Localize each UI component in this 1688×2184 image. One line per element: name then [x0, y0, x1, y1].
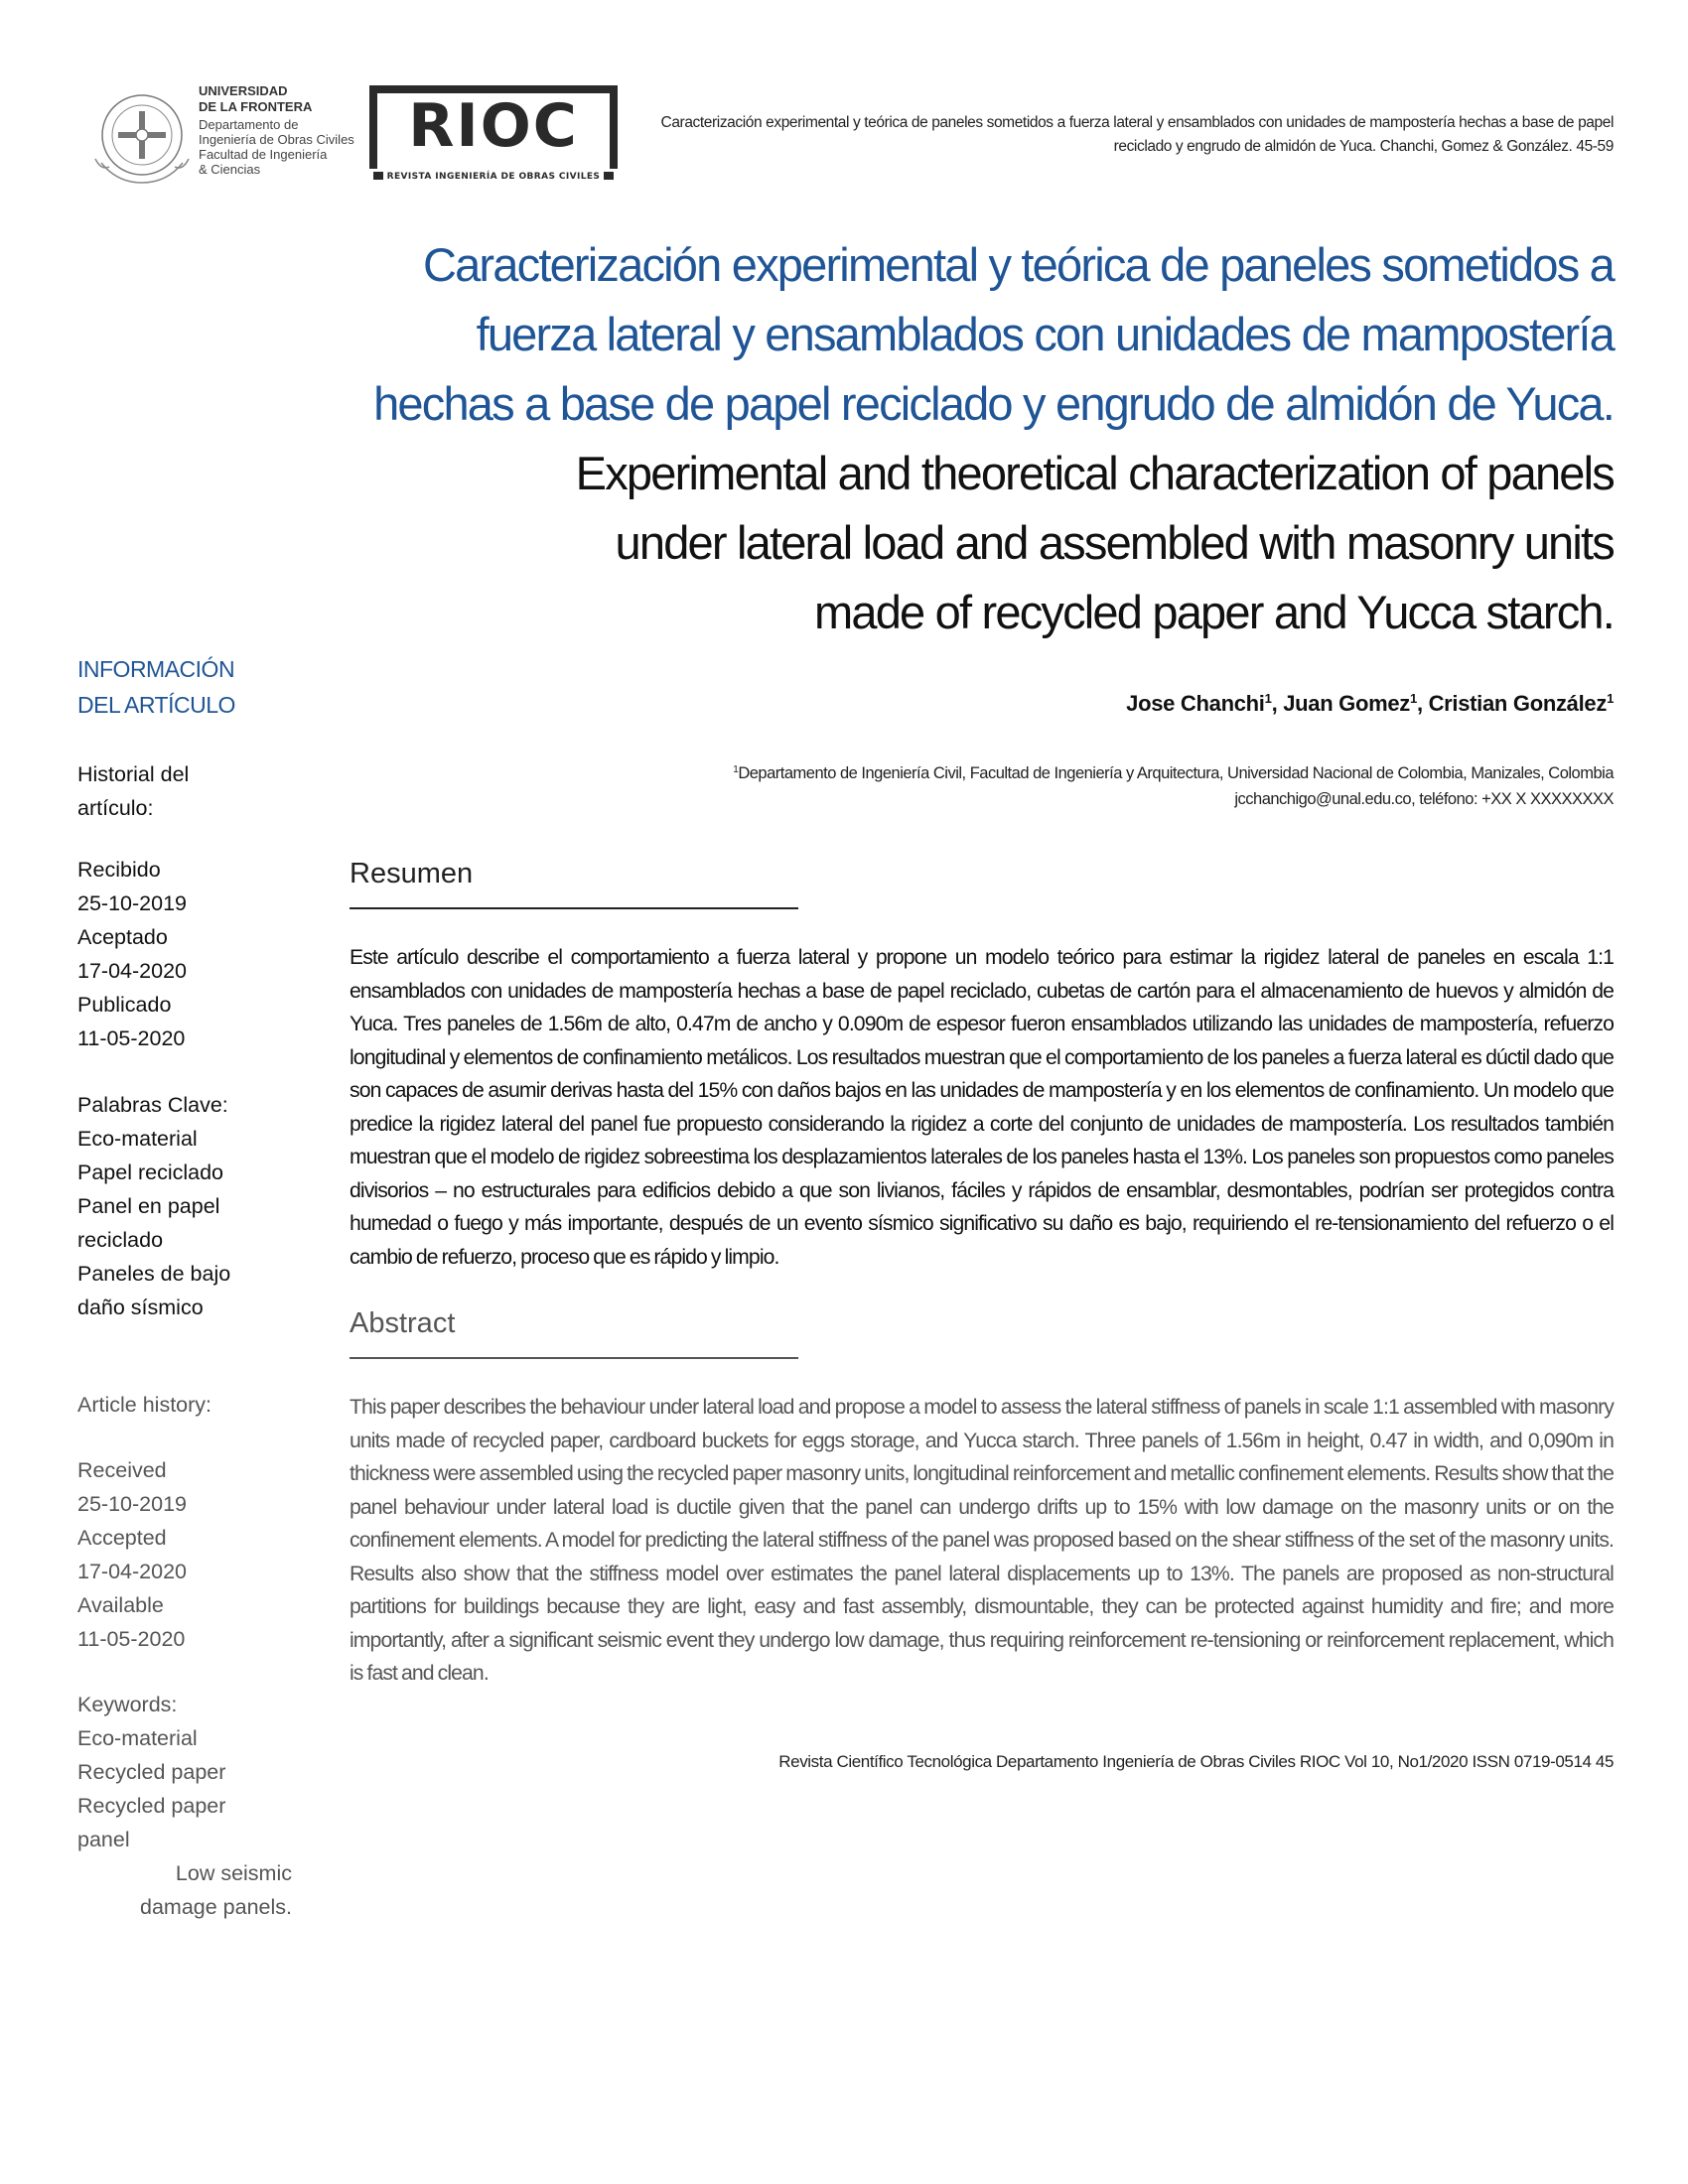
department-line: Departamento de — [199, 117, 299, 132]
history-date: 11-05-2020 — [77, 1627, 186, 1651]
history-item: Accepted — [77, 1526, 167, 1550]
history-item: Received — [77, 1458, 167, 1482]
page-footer: Revista Científico Tecnológica Departamento Ingeniería de Obras Civiles RIOC Vol 10, No1/2020 ISSN 0719-0514 45 — [778, 1751, 1614, 1771]
keyword: panel — [77, 1828, 130, 1851]
title-line: hechas a base de papel reciclado y engrudo de almidón de Yuca. — [373, 377, 1614, 430]
affiliation-mark: 1 — [733, 764, 739, 775]
keyword: Low seismic — [175, 1861, 292, 1885]
article-info-heading — [77, 651, 316, 723]
label-line: Article history: — [77, 1393, 212, 1417]
journal-tagline-text: REVISTA INGENIERÍA DE OBRAS CIVILES — [386, 172, 601, 182]
keyword: Papel reciclado — [77, 1160, 224, 1184]
history-date: 11-05-2020 — [77, 1026, 186, 1050]
department-line: Ingeniería de Obras Civiles — [199, 132, 354, 147]
journal-logo — [369, 85, 618, 185]
keywords-label: Palabras Clave: — [77, 1093, 228, 1117]
title-line: made of recycled paper and Yucca starch. — [814, 586, 1614, 638]
title-spanish — [164, 230, 1614, 439]
main-column — [350, 854, 1614, 1774]
title-english — [164, 439, 1614, 647]
title-line: Experimental and theoretical characterization of panels — [575, 447, 1614, 499]
author-separator: , — [1416, 691, 1429, 716]
article-history-dates — [77, 1453, 306, 1656]
heading-line: INFORMACIÓN — [77, 656, 235, 682]
label-line: Historial del — [77, 762, 190, 786]
history-date: 17-04-2020 — [77, 1560, 187, 1583]
affiliation-mark: 1 — [1607, 691, 1614, 706]
history-item: Recibido — [77, 858, 161, 882]
keyword: Eco-material — [77, 1127, 198, 1151]
keywords-label: Keywords: — [77, 1693, 178, 1716]
department-line: & Ciencias — [199, 162, 261, 177]
history-item: Aceptado — [77, 925, 168, 949]
title-line: under lateral load and assembled with masonry units — [615, 516, 1614, 569]
keyword: Recycled paper — [77, 1760, 226, 1784]
affiliation-mark: 1 — [1264, 691, 1272, 706]
historial-label — [77, 757, 306, 825]
author-separator: , — [1271, 691, 1284, 716]
university-name-line: UNIVERSIDAD — [199, 83, 288, 98]
keyword: reciclado — [77, 1228, 164, 1252]
heading-line: DEL ARTÍCULO — [77, 692, 235, 718]
history-item: Publicado — [77, 993, 172, 1017]
abstract-heading: Abstract — [350, 1303, 798, 1359]
palabras-clave — [77, 1088, 306, 1324]
affiliation-line — [362, 760, 1614, 786]
keyword: daño sísmico — [77, 1296, 204, 1319]
keyword: Eco-material — [77, 1726, 198, 1750]
author-name: Juan Gomez — [1283, 691, 1410, 716]
title-line: Caracterización experimental y teórica de paneles sometidos a — [422, 238, 1614, 291]
running-head: Caracterización experimental y teórica de paneles sometidos a fuerza lateral y ensamblados con unidades de mampostería hechas a base de papel reciclado y engrudo de almidón de Yuca. Chanchi, Gomez & González. 45-59 — [660, 114, 1614, 155]
university-name-line: DE LA FRONTERA — [199, 99, 313, 114]
resumen-heading: Resumen — [350, 854, 798, 909]
history-date: 25-10-2019 — [77, 891, 187, 915]
university-seal-icon — [87, 85, 197, 195]
history-date: 17-04-2020 — [77, 959, 187, 983]
resumen-text: Este artículo describe el comportamiento a fuerza lateral y propone un modelo teórico para estimar la rigidez lateral de paneles en escala 1:1 ensamblados con unidades de mampostería hechas a base de papel reciclado, cubetas de cartón para el almacenamiento de huevos y almidón de Yuca. Tres paneles de 1.56m de alto, 0.47m de ancho y 0.090m de espesor fueron ensamblados utilizando las unidades de mampostería, refuerzo longitudinal y elementos de confinamiento metálicos. Los resultados muestran que el comportamiento de los paneles a fuerza lateral es dúctil dado que son capaces de asumir derivas hasta del 15% con daños bajos en las unidades de mampostería y en los elementos de confinamiento. Un modelo que predice la rigidez lateral del panel fue propuesto considerando la rigidez a corte del conjunto de unidades de mampostería. Los resultados también muestran que el modelo de rigidez sobreestima los desplazamientos laterales de los paneles hasta el 13%. Los paneles son propuestos como paneles divisorios – no estructurales para edificios debido a que son livianos, fáciles y rápidos de ensamblar, desmontables, podrían ser protegidos contra humedad o fuego y más importante, después de un evento sísmico significativo su daño es bajo, requiriendo el re-tensionamiento del refuerzo o el cambio de refuerzo, proceso que es rápido y limpio. — [350, 946, 1614, 1269]
keywords — [77, 1688, 292, 1924]
department-line: Facultad de Ingeniería — [199, 147, 328, 162]
author-name: Cristian González — [1428, 691, 1608, 716]
keyword: Paneles de bajo — [77, 1262, 231, 1286]
affiliation-text: Departamento de Ingeniería Civil, Facultad de Ingeniería y Arquitectura, Universidad Nacional de Colombia, Manizales, Colombia — [738, 764, 1614, 782]
author-list — [1126, 689, 1614, 719]
article-history-label — [77, 1388, 306, 1422]
author-name: Jose Chanchi — [1126, 691, 1265, 716]
university-logo-text — [199, 83, 365, 177]
keyword: Recycled paper — [77, 1794, 226, 1818]
history-date: 25-10-2019 — [77, 1492, 187, 1516]
affiliation-mark: 1 — [1410, 691, 1417, 706]
keyword: damage panels. — [140, 1895, 292, 1919]
affiliation-block — [362, 760, 1614, 812]
historial-dates — [77, 853, 306, 1055]
abstract-text: This paper describes the behaviour under lateral load and propose a model to assess the lateral stiffness of panels in scale 1:1 assembled with masonry units made of recycled paper, cardboard buckets for eggs storage, and Yucca starch. Three panels of 1.56m in height, 0.47 in width, and 0,090m in thickness were assembled using the recycled paper masonry units, longitudinal reinforcement and metallic confinement elements. Results show that the panel behaviour under lateral load is ductile given that the panel can undergo drifts up to 15% with low damage on the masonry units or on the confinement elements. A model for predicting the lateral stiffness of the panel was proposed based on the shear stiffness of the set of the masonry units. Results also show that the stiffness model over estimates the panel lateral displacements up to 13%. The panels are proposed as non-structural partitions for buildings because they are light, easy and fast assembly, dismountable, they can be protected against humidity and fire; and more importantly, after a significant seismic event they undergo low damage, thus requiring reinforcement re-tensioning or reinforcement replacement, which is fast and clean. — [350, 1396, 1614, 1685]
title-line: fuerza lateral y ensamblados con unidades de mampostería — [476, 308, 1614, 360]
keyword: Panel en papel — [77, 1194, 220, 1218]
university-seal-graphic — [87, 85, 197, 195]
contact-line: jcchanchigo@unal.edu.co, teléfono: +XX X XXXXXXXX — [1234, 790, 1614, 808]
history-item: Available — [77, 1593, 164, 1617]
journal-logo-letters: RIOC — [408, 91, 579, 161]
label-line: artículo: — [77, 796, 154, 820]
journal-logo-tagline — [365, 169, 622, 185]
